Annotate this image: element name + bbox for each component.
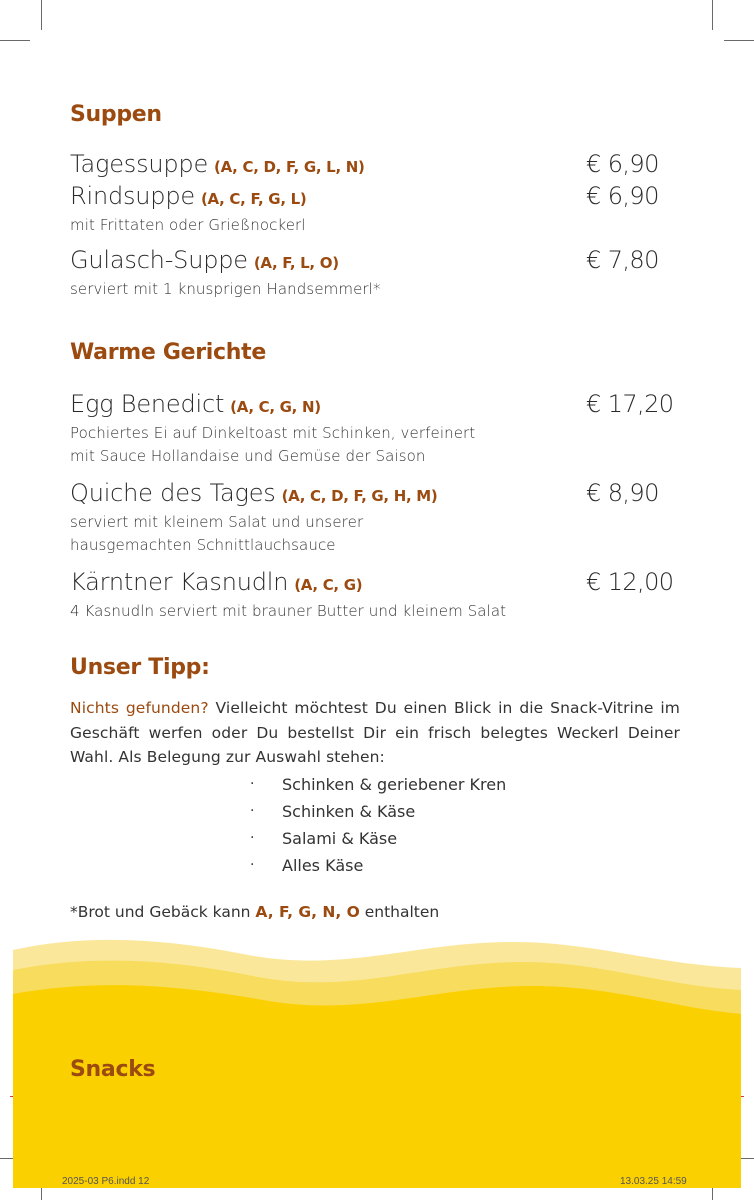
item-description: mit Sauce Hollandaise und Gemüse der Saison (70, 447, 426, 465)
item-price: € 7,80 (586, 246, 659, 274)
list-item-label: Alles Käse (282, 856, 364, 875)
item-price: € 6,90 (586, 150, 659, 178)
item-price: € 8,90 (586, 479, 659, 507)
item-name: Kärntner Kasnudln (70, 568, 289, 596)
menu-item (70, 150, 670, 182)
section-title-suppen: Suppen (70, 102, 162, 127)
footnote-prefix: *Brot und Gebäck kann (70, 903, 256, 921)
list-item (250, 854, 506, 881)
crop-mark (41, 0, 42, 30)
crop-mark (724, 40, 754, 41)
allergen-codes: (A, C, G, N) (230, 398, 321, 416)
tipp-lead: Nichts gefunden? (70, 699, 209, 717)
list-item-label: Schinken & Käse (282, 802, 416, 821)
item-description: hausgemachten Schnittlauchsauce (70, 536, 336, 554)
footnote-allergens: A, F, G, N, O (255, 903, 360, 921)
item-price: € 12,00 (586, 568, 674, 596)
item-price: € 17,20 (586, 390, 674, 418)
bullet-icon: · (250, 803, 255, 819)
list-item (250, 773, 506, 800)
menu-item (70, 390, 674, 468)
list-item (250, 827, 506, 854)
list-item-label: Schinken & geriebener Kren (282, 775, 507, 794)
allergen-footnote (70, 903, 439, 921)
bullet-icon: · (250, 830, 255, 846)
section-title-snacks: Snacks (70, 1057, 156, 1082)
print-slug-right: 13.03.25 14:59 (620, 1176, 687, 1187)
menu-item (70, 479, 670, 557)
allergen-codes: (A, C, D, F, G, L, N) (214, 158, 365, 176)
allergen-codes: (A, F, L, O) (253, 254, 339, 272)
item-description: serviert mit 1 knusprigen Handsemmerl* (70, 280, 381, 298)
crop-mark (0, 40, 30, 41)
filling-list (250, 773, 506, 881)
allergen-codes: (A, C, F, G, L) (200, 190, 307, 208)
bullet-icon: · (250, 776, 255, 792)
footnote-suffix: enthalten (359, 903, 440, 921)
allergen-codes: (A, C, G) (294, 576, 363, 594)
item-name: Quiche des Tages (70, 479, 276, 507)
menu-item (70, 246, 670, 301)
item-description: serviert mit kleinem Salat und unserer (70, 513, 364, 531)
list-item-label: Salami & Käse (282, 829, 398, 848)
item-description: mit Frittaten oder Grießnockerl (70, 216, 306, 234)
print-slug-left: 2025-03 P6.indd 12 (62, 1176, 150, 1187)
item-name: Gulasch-Suppe (70, 246, 248, 274)
bullet-icon: · (250, 857, 255, 873)
tipp-body: Vielleicht möchtest Du einen Blick in die Snack-Vitrine im Geschäft werfen oder Du bestellst Dir ein frisch belegtes Weckerl Deiner Wahl. Als Belegung zur Auswahl stehen: (70, 699, 680, 766)
item-name: Tagessuppe (70, 150, 209, 178)
item-name: Egg Benedict (70, 390, 225, 418)
item-name: Rindsuppe (70, 182, 195, 210)
item-description: Pochiertes Ei auf Dinkeltoast mit Schinken, verfeinert (70, 424, 476, 442)
wave-layer-main (13, 985, 741, 1188)
allergen-codes: (A, C, D, F, G, H, M) (281, 487, 438, 505)
menu-item (70, 568, 674, 623)
tipp-paragraph (70, 696, 680, 770)
item-price: € 6,90 (586, 182, 659, 210)
section-title-warme-gerichte: Warme Gerichte (70, 340, 266, 365)
section-title-unser-tipp: Unser Tipp: (70, 655, 210, 680)
crop-mark (712, 0, 713, 30)
list-item (250, 800, 506, 827)
item-description: 4 Kasnudln serviert mit brauner Butter und kleinem Salat (70, 602, 507, 620)
menu-item (70, 182, 670, 237)
